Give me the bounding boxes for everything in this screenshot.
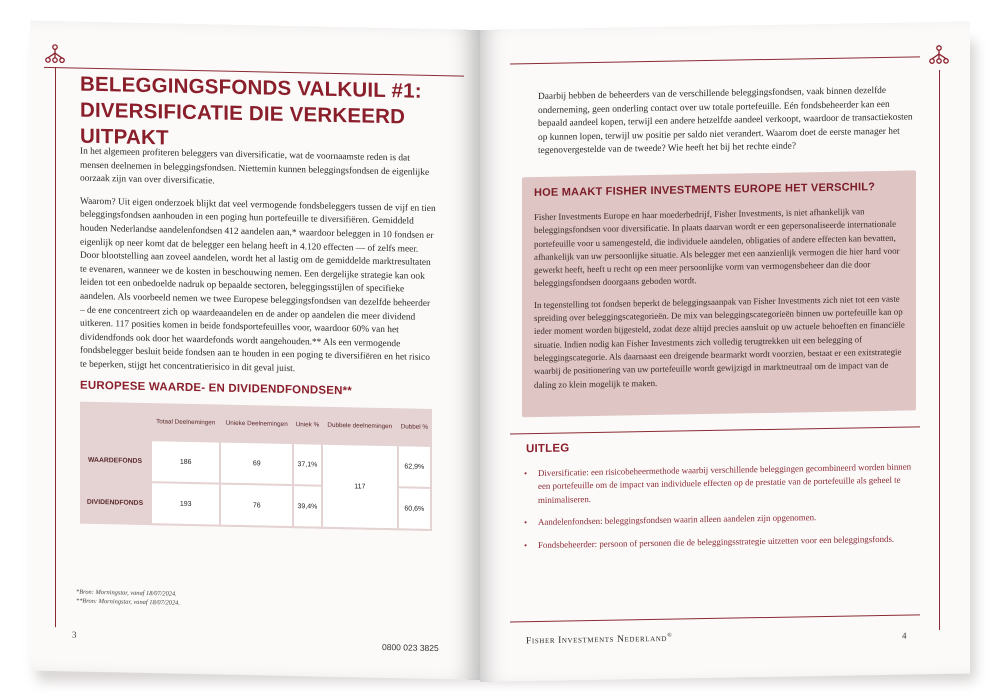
side-rule	[939, 70, 940, 630]
right-top-text	[538, 84, 918, 168]
cell-totaal: 186	[151, 440, 220, 483]
list-item-text: Diversificatie: een risicobeheermethode waarbij verschillende beleggingen gecombineerd worden binnen een portefeuille om de impact van individuele effecten op de prestatie van de portefeuille als geheel te minimaliseren.	[538, 461, 912, 505]
cell-dubbele: 117	[322, 444, 398, 530]
bottom-rule	[510, 614, 920, 622]
title-line-1: BELEGGINGSFONDS VALKUIL #1:	[80, 72, 422, 103]
top-paragraph: Daarbij hebben de beheerders van de verschillende beleggingsfondsen, vaak binnen dezelfde onderneming, geen onderling contact over uw totale portefeuille. Eén fondsbeheerder kan een bepaald aandeel kopen, terwijl een andere hetzelfde aandeel verkoopt, waardoor de transactiekosten op kunnen lopen, terwijl uw positie per saldo niet verandert. Waarom doet de eerste manager het tegenovergestelde van de tweede? Wie heeft het bij het rechte einde?	[538, 85, 913, 157]
uitleg-title: UITLEG	[526, 442, 570, 456]
cell-uniek-pct: 39,4%	[293, 485, 322, 528]
row-label: DIVIDENDFONDS	[86, 498, 144, 507]
highlight-box	[522, 170, 916, 417]
list-item	[524, 460, 912, 507]
bullet-icon: •	[524, 468, 528, 479]
bullet-icon: •	[524, 539, 528, 550]
brand-name	[526, 633, 672, 647]
cell-uniek: 76	[220, 484, 293, 528]
intro-paragraph: In het algemeen profiteren beleggers van diversificatie, wat de voornaamste reden is dat mensen deelnemen in beleggingsfondsen. Niettemin kunnen beleggingsfondsen de eigenlijke oorzaak zijn van over diversificatie.	[80, 146, 430, 187]
header-uniek: Unieke Deelnemingen	[225, 419, 288, 428]
funds-table	[80, 402, 432, 531]
left-page	[30, 21, 480, 680]
header-uniek-pct: Uniek %	[295, 420, 320, 429]
title-line-2: DIVERSIFICATIE DIE VERKEERD UITPAKT	[80, 98, 406, 150]
row-label: WAARDEFONDS	[88, 456, 142, 465]
uitleg-list	[524, 460, 912, 561]
cell-uniek-pct: 37,1%	[293, 443, 322, 486]
list-item-text: Aandelenfondsen: beleggingsfondsen waarin alleen aandelen zijn opgenomen.	[538, 512, 817, 528]
header-dubbele: Dubbele deelnemingen	[327, 421, 393, 430]
page-title	[80, 72, 440, 158]
page-number-right: 4	[902, 630, 907, 641]
right-page	[480, 21, 970, 682]
box-paragraph-1: Fisher Investments Europe en haar moederbedrijf, Fisher Investments, is niet afhankelijk van beleggingsfondsen voor diversificatie. In plaats daarvan wordt er een gepersonaliseerde internationale portefeuille voor u samengesteld, die individuele aandelen, obligaties of andere effecten kan bevatten, afhankelijk van uw persoonlijke situatie. Als belegger met een aanzienlijk vermogen die hier hard voor gewerkt heeft, heeft u recht op een meer persoonlijke vorm van vermogensbeheer dan die door beleggingsfondsen doorgaans geboden wordt.	[534, 206, 900, 289]
page-number-left: 3	[72, 629, 77, 640]
cell-totaal: 193	[151, 482, 220, 525]
list-item	[524, 510, 912, 530]
list-item-text: Fondsbeheerder: persoon of personen die de beleggingsstrategie uitzetten voor een beleggingsfonds.	[538, 533, 895, 550]
footnote-1: *Bron: Morningstar, vanaf 18/07/2024.	[76, 588, 177, 598]
footnotes	[76, 588, 180, 608]
cell-dubbel-pct: 60,6%	[398, 487, 431, 530]
list-item	[524, 532, 912, 552]
box-title: HOE MAAKT FISHER INVESTMENTS EUROPE HET VERSCHIL?	[534, 181, 876, 200]
section-rule	[510, 426, 920, 434]
brand-text: Fisher Investments Nederland	[526, 633, 668, 647]
side-rule	[55, 67, 56, 627]
bullet-icon: •	[524, 517, 528, 528]
left-body	[80, 146, 436, 389]
box-paragraph-2: In tegenstelling tot fondsen beperkt de beleggingsaanpak van Fisher Investments zich niet tot een vaste spreiding over beleggingscategorieën. De mix van beleggingscategorieën binnen uw portefeuille kan op ieder moment worden bijgesteld, zodat deze altijd precies aansluit op uw actuele behoeften en financiële situatie. Indien nodig kan Fisher Investments zich volledig terugtrekken uit een belegging of beleggingscategorie. Als daarnaast een dreigende bearmarkt wordt voorzien, bestaat er een exitstrategie waarbij de positionering van uw portefeuille wordt gewijzigd in marktneutraal om de impact van de daling zo klein mogelijk te maken.	[534, 293, 905, 390]
registered-mark: ®	[667, 632, 673, 639]
header-empty	[80, 402, 151, 440]
cell-dubbel-pct: 62,9%	[398, 445, 431, 488]
phone-number: 0800 023 3825	[382, 641, 439, 654]
top-rule	[510, 56, 920, 64]
header-dubbel-pct: Dubbel %	[400, 422, 428, 431]
tree-logo-icon	[928, 44, 950, 66]
box-text	[534, 205, 906, 400]
table-title: EUROPESE WAARDE- EN DIVIDENDFONDSEN**	[80, 379, 352, 398]
tree-logo-icon	[44, 43, 66, 65]
footnote-2: **Bron: Morningstar, vanaf 18/07/2024.	[76, 597, 180, 607]
body-paragraph: Waarom? Uit eigen onderzoek blijkt dat veel vermogende fondsbeleggers tussen de vijf en tien beleggingsfondsen aanhouden in een poging hun portefeuille te diversifiëren. Gemiddeld houden Nederlandse aandelenfondsen 412 aandelen aan,* waardoor beleggen in 10 fondsen er eigenlijk op neer komt dat de belegger een belang heeft in 4.120 effecten — of zelfs meer. Door blootstelling aan zoveel aandelen, wordt het al lastig om de gemiddelde marktresultaten te evenaren, wanneer we de kosten in beschouwing nemen. Een dergelijke strategie kan ook leiden tot een onbedoelde nadruk op bepaalde sectoren, beleggingsstijlen of specifieke aandelen. Als voorbeeld nemen we twee Europese beleggingsfondsen van dezelfde beheerder – de ene concentreert zich op waardeaandelen en de ander op aandelen die meer dividend uitkeren. 117 posities komen in beide fondsportefeuilles voor, waardoor 60% van het dividendfonds ook door het waardefonds wordt aangehouden.** Als een vermogende fondsbelegger besluit beide fondsen aan te houden in een poging te diversifiëren en het risico te beperken, stijgt het concentratierisico in dit geval juist.	[80, 196, 436, 375]
cell-uniek: 69	[220, 442, 293, 486]
header-totaal: Totaal Deelnemingen	[156, 417, 216, 426]
table-row	[80, 439, 431, 488]
